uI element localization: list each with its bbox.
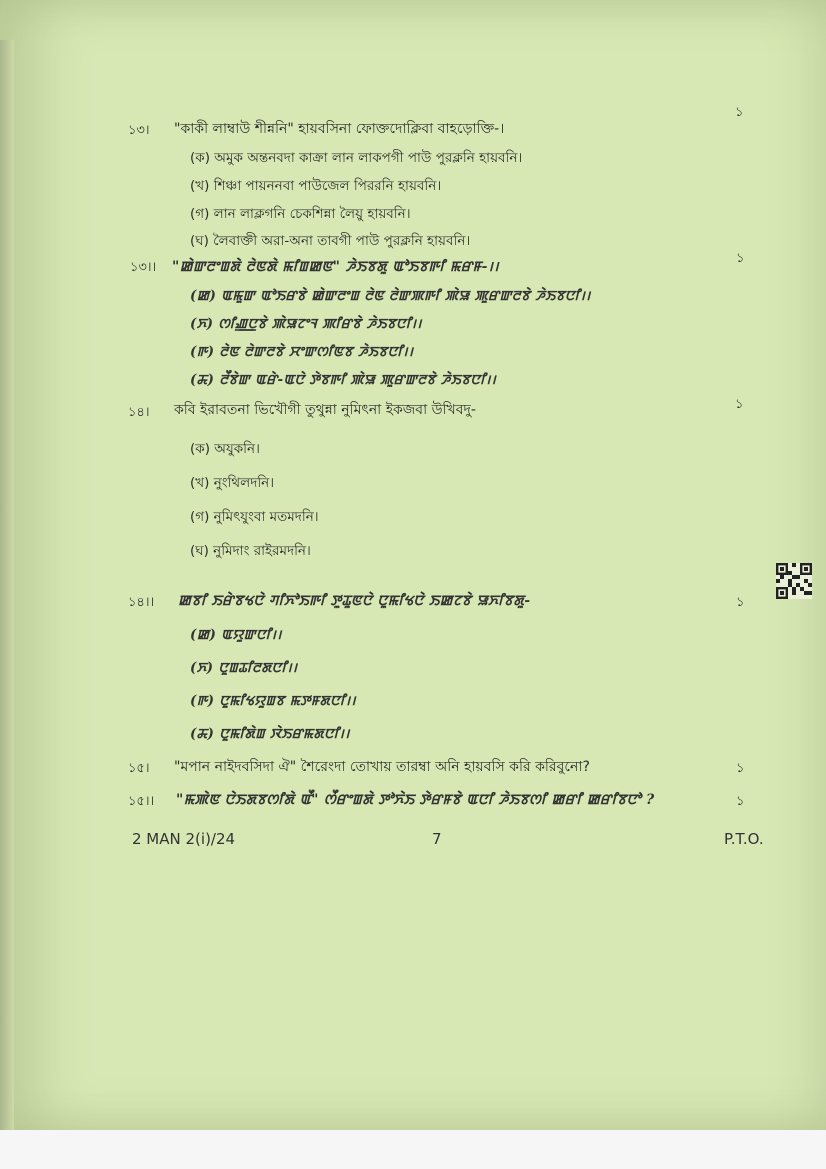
option-c: (গ) নুমিৎযুংবা মতমদনি। xyxy=(190,509,319,525)
question-mark: ১ xyxy=(736,761,745,776)
option-b: (খ) শিঞ্চা পায়ননবা পাউজেল পিররনি হায়বনি। xyxy=(190,178,442,194)
option-b: (ꯈ) ꯁꯤꯉ꯭ꯅꯕꯥ ꯄꯥꯎꯖꯦꯜ ꯄꯤꯔꯕꯥ ꯍꯥꯏꯕꯅꯤ।। xyxy=(190,316,422,332)
page-number: 7 xyxy=(432,830,442,848)
question-text: "মপান নাইদবসিদা ঐ" শৈরেংদা তোখায় তারম্বা অনি হায়বসি করি করিবুনো? xyxy=(174,759,590,775)
question-mark: ১ xyxy=(736,595,745,610)
option-a: (ক) অমুক অন্তনবদা কাক্রা লান লাকপগী পাউ পুরক্লনি হায়বনি। xyxy=(190,150,523,166)
question-mark: ১ xyxy=(735,397,744,412)
option-b: (খ) নুংথিলদনি। xyxy=(190,475,275,491)
question-text: "ꯃꯄꯥꯟ ꯅꯥꯏꯗꯕꯁꯤꯗꯥ ꯑꯩ" ꯁꯩꯔꯦꯡꯗꯥ ꯇꯣꯈꯥꯏ ꯇꯥꯔꯝꯕꯥ ꯑꯅꯤ ꯍꯥꯏꯕꯁꯤ ꯀꯔꯤ ꯀꯔꯤꯕꯅꯣ ? xyxy=(176,792,655,808)
option-d: (ꯘ) ꯅꯨꯃꯤꯗꯥꯡ ꯋꯥꯏꯔꯃꯗꯅꯤ।। xyxy=(190,726,350,742)
question-text: "ꯀꯥꯛꯂꯦꯡꯗꯥ ꯂꯥꯟꯗꯥ ꯃꯤꯡꯀꯟ" ꯍꯥꯏꯕꯗꯨ ꯑꯣꯏꯕꯒꯤ ꯃꯔꯝ-।। xyxy=(172,259,499,275)
question-number: ১৫। xyxy=(128,761,150,776)
option-d: (ꯘ) ꯂꯩꯕꯥꯛ ꯑꯔꯥ-ꯑꯅꯥ ꯇꯥꯕꯒꯤ ꯄꯥꯎ ꯄꯨꯔꯛꯂꯕꯥ ꯍꯥꯏꯕꯅꯤ।। xyxy=(190,372,497,388)
question-number: ১৩। xyxy=(128,123,150,138)
question-number: ১৪। xyxy=(128,405,150,420)
option-a: (ꯀ) ꯑꯌꯨꯛꯅꯤ।। xyxy=(190,627,282,643)
option-c: (ꯒ) ꯅꯨꯃꯤꯠꯌꯨꯡꯕ ꯃꯇꯝꯗꯅꯤ।। xyxy=(190,693,356,709)
question-mark: ১ xyxy=(736,251,745,266)
question-number: ১৪।। xyxy=(128,595,155,610)
option-c: (ꯒ) ꯂꯥꯟ ꯂꯥꯛꯂꯕꯥ ꯆꯦꯛꯁꯤꯟꯕ ꯍꯥꯏꯕꯅꯤ।। xyxy=(190,344,414,360)
option-a: (ꯀ) ꯑꯃꯨꯛ ꯑꯣꯏꯔꯕꯥ ꯀꯥꯛꯂꯦꯡ ꯂꯥꯟ ꯂꯥꯛꯄꯒꯤ ꯄꯥꯎ ꯄꯨꯔꯛꯂꯕꯥ ꯍꯥꯏꯕꯅꯤ।। xyxy=(190,288,591,304)
paper-code: 2 MAN 2(i)/24 xyxy=(132,830,236,848)
question-text: ꯀꯕꯤ ꯏꯔꯥꯕꯠꯅꯥ ꯚꯤꯈꯣꯏꯒꯤ ꯇꯨꯊꯨꯟꯅꯥ ꯅꯨꯃꯤꯠꯅꯥ ꯏꯀꯖꯕꯥ ꯎꯈꯤꯕꯗꯨ- xyxy=(178,593,531,609)
question-number: ১৩।। xyxy=(130,260,157,275)
page-spine-shadow xyxy=(0,40,14,1130)
scan-bottom-margin xyxy=(0,1130,826,1169)
question-text: কবি ইরাবতনা ভিখৌগী তুথুন্না নুমিৎনা ইকজবা উখিবদু- xyxy=(174,402,476,418)
option-b: (ꯈ) ꯅꯨꯡꯊꯤꯂꯗꯅꯤ।। xyxy=(190,660,298,676)
please-turn-over: P.T.O. xyxy=(724,830,764,848)
question-number: ১৫।। xyxy=(128,794,155,809)
qr-code-icon xyxy=(776,563,812,599)
option-d: (ঘ) নুমিদাং রাইরমদনি। xyxy=(190,543,311,559)
question-mark: ১ xyxy=(735,105,744,120)
option-c: (গ) লান লাক্লগনি চেকশিন্না লৈয়ু হায়বনি। xyxy=(190,206,411,222)
question-mark: ১ xyxy=(736,794,745,809)
question-text: "কাকী লাম্বাউ শীন্ননি" হায়বসিনা ফোক্তদোক্লিবা বাহড়োক্তি-। xyxy=(174,121,505,137)
option-d: (ঘ) লৈবাক্তী অরা-অনা তাবগী পাউ পুরক্লনি হায়বনি। xyxy=(190,233,471,249)
option-a: (ক) অযুকনি। xyxy=(190,441,260,457)
